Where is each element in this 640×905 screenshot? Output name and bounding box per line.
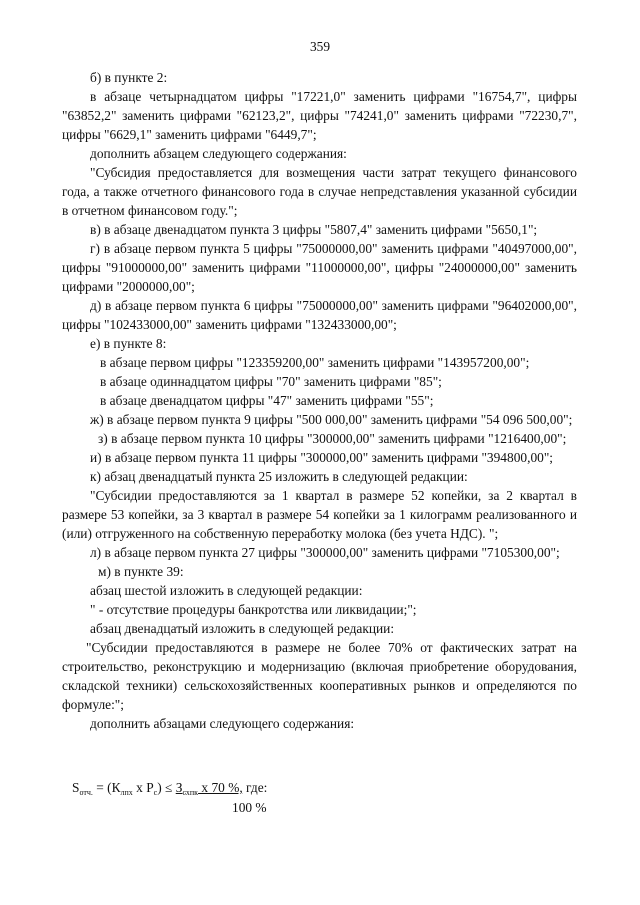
formula-z-sub: схпк [182,788,199,797]
paragraph-v: в) в абзаце двенадцатом пункта 3 цифры "5807,4" заменить цифрами "5650,1"; [90,222,538,237]
formula-close: ) ≤ [157,780,176,795]
formula-times70: х 70 %, [198,780,243,795]
formula-eq: = (К [92,780,121,795]
paragraph-k: к) абзац двенадцатый пункта 25 изложить в следующей редакции: [90,469,468,484]
paragraph-m5: дополнить абзацами следующего содержания: [90,716,355,731]
formula-s-sub: отч. [79,788,93,797]
paragraph-m1: абзац шестой изложить в следующей редакции: [90,583,363,598]
paragraph-e: е) в пункте 8: [90,336,167,351]
paragraph-k1: "Субсидии предоставляются за 1 квартал в размере 52 копейки, за 2 квартал в размере 53 копейки, за 3 квартал в размере 54 копейки за 1 килограмм реализованного и (или) отгруженного на собственную переработку молока (без учета НДС). "; [62,488,577,541]
paragraph-l: л) в абзаце первом пункта 27 цифры "300000,00" заменить цифрами "7105300,00"; [90,545,560,560]
paragraph-b: б) в пункте 2: [90,70,168,85]
paragraph-m: м) в пункте 39: [98,564,184,579]
formula-z: З [175,780,183,795]
document-body [62,68,577,733]
paragraph-m2: " - отсутствие процедуры банкротства или ликвидации;"; [90,602,417,617]
formula-s: S [72,780,80,795]
paragraph-e2: в абзаце одиннадцатом цифры "70" заменить цифрами "85"; [100,374,442,389]
paragraph-m4: "Субсидии предоставляются в размере не более 70% от фактических затрат на строительство, реконструкцию и модернизацию (включая приобретение оборудования, складской техники) сельскохозяйственных кооперативных рынков и определяются по формуле:"; [62,640,577,712]
paragraph-zh: ж) в абзаце первом пункта 9 цифры "500 000,00" заменить цифрами "54 096 500,00"; [90,412,573,427]
paragraph-e3: в абзаце двенадцатом цифры "47" заменить цифрами "55"; [100,393,434,408]
formula-where: где: [242,780,268,795]
paragraph-m3: абзац двенадцатый изложить в следующей редакции: [90,621,395,636]
paragraph-g: г) в абзаце первом пункта 5 цифры "75000000,00" заменить цифрами "40497000,00", цифры "91000000,00" заменить цифрами "11000000,00", цифры "24000000,00" заменить цифрами "2000000,00"; [62,241,577,294]
paragraph-i: и) в абзаце первом пункта 11 цифры "300000,00" заменить цифрами "394800,00"; [90,450,554,465]
formula-p-sub: с [153,788,158,797]
formula-x1: х Р [132,780,154,795]
paragraph-d: д) в абзаце первом пункта 6 цифры "75000000,00" заменить цифрами "96402000,00", цифры "102433000,00" заменить цифрами "132433000,00"; [62,298,577,332]
paragraph-b3: "Субсидия предоставляется для возмещения части затрат текущего финансового года, а также отчетного финансового года в случае непредставления указанной субсидии в отчетном финансовом году."; [62,165,577,218]
paragraph-b1: в абзаце четырнадцатом цифры "17221,0" заменить цифрами "16754,7", цифры "63852,2" заменить цифрами "62123,2", цифры "74241,0" заменить цифрами "72230,7", цифры "6629,1" заменить цифрами "6449,7"; [62,89,577,142]
formula-denominator: 100 % [232,800,267,815]
formula-numerator [176,780,243,795]
page-number: 359 [309,39,331,54]
paragraph-z: з) в абзаце первом пункта 10 цифры "300000,00" заменить цифрами "1216400,00"; [98,431,567,446]
formula-k-sub: лпх [120,788,133,797]
paragraph-b2: дополнить абзацем следующего содержания: [90,146,347,161]
paragraph-e1: в абзаце первом цифры "123359200,00" заменить цифрами "143957200,00"; [100,355,530,370]
